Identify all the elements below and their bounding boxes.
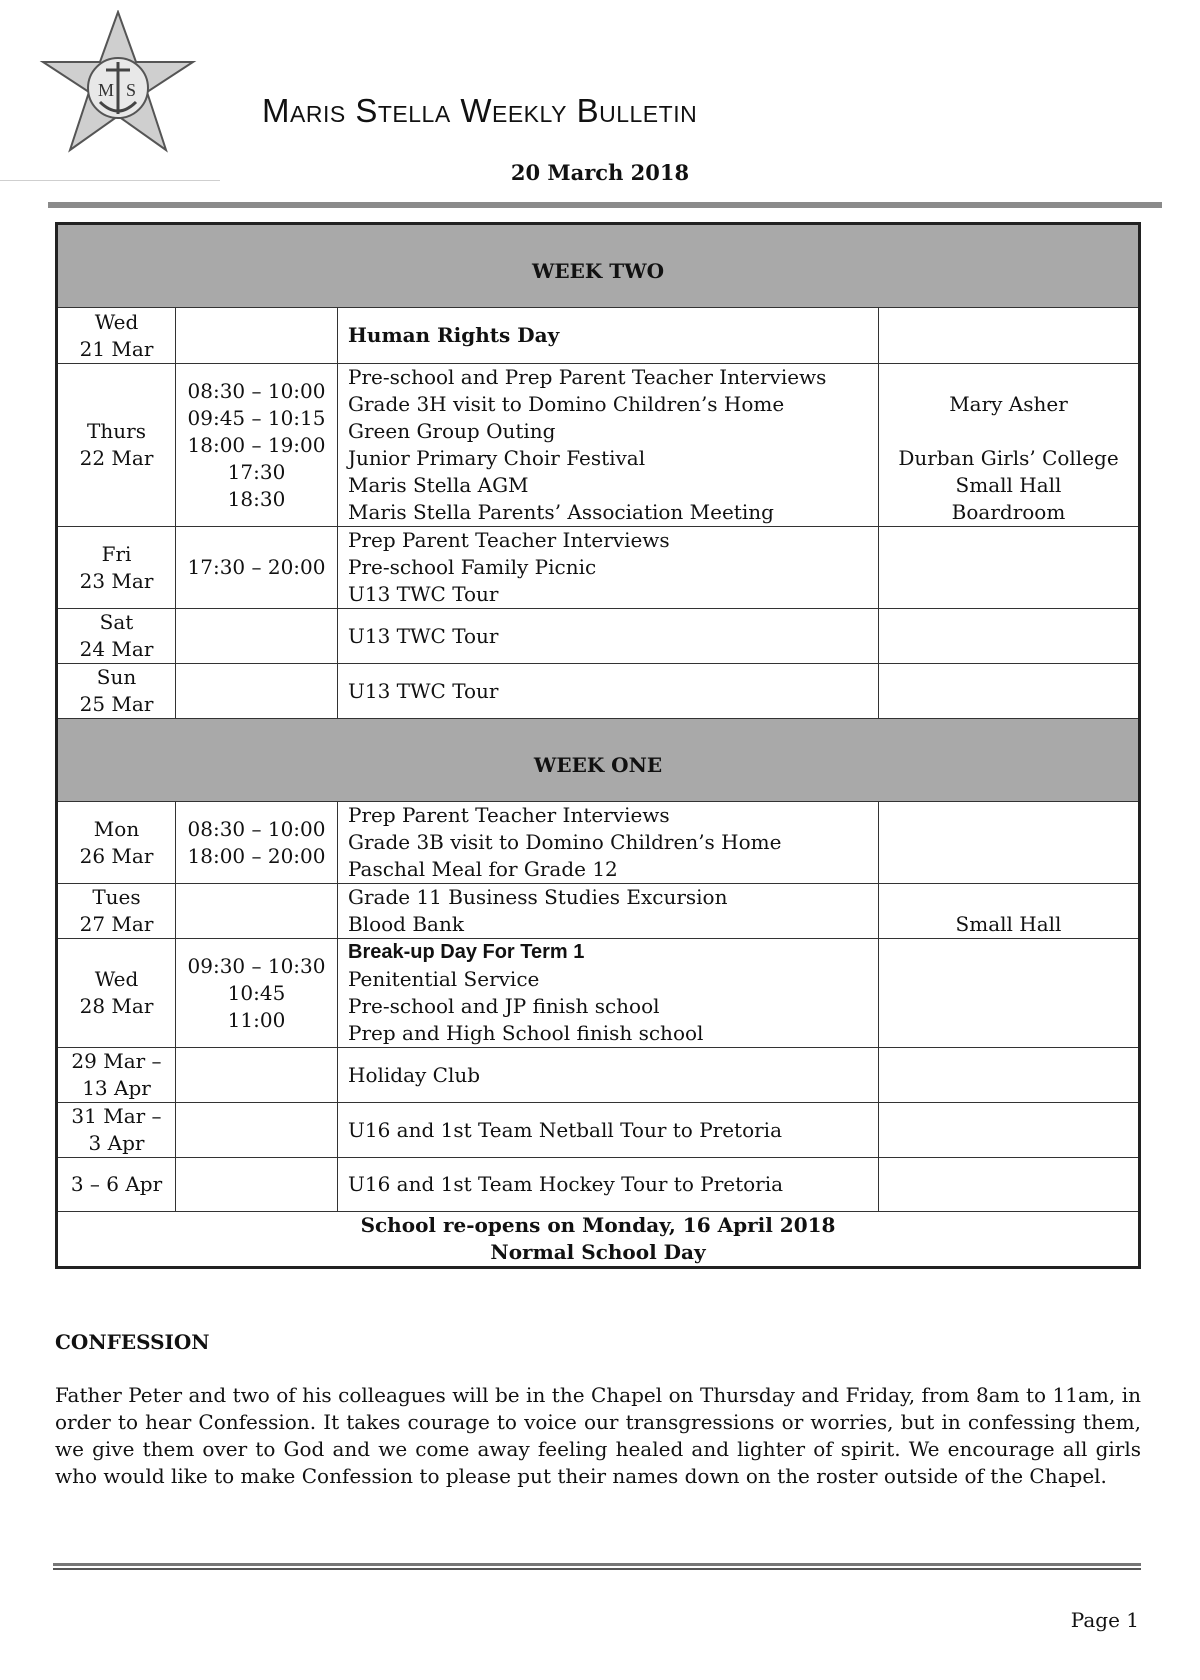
day-cell (57, 939, 176, 1048)
day-label: Wed (94, 309, 139, 334)
day-cell (57, 1048, 176, 1103)
event-label: U16 and 1st Team Netball Tour to Pretoria (348, 1117, 783, 1142)
time-cell (176, 1048, 338, 1103)
event-cell (338, 1158, 879, 1212)
event-label: Grade 3H visit to Domino Children’s Home (348, 392, 785, 416)
day-label: Tues (92, 885, 141, 909)
day-label: 25 Mar (79, 692, 154, 716)
event-cell (338, 364, 879, 527)
bulletin-date: 20 March 2018 (510, 160, 690, 185)
reopen-notice-line: Normal School Day (490, 1240, 706, 1264)
confession-heading: CONFESSION (55, 1330, 210, 1354)
day-cell (57, 802, 176, 884)
day-label: Fri (101, 541, 132, 566)
day-label: 31 Mar – (71, 1104, 162, 1128)
event-label: Grade 11 Business Studies Excursion (348, 885, 728, 909)
venue-cell (879, 884, 1140, 939)
venue-cell (879, 308, 1140, 364)
venue-label: Small Hall (955, 473, 1062, 497)
day-label: Sun (96, 665, 137, 689)
time-cell (176, 884, 338, 939)
schedule-row (57, 527, 1140, 609)
day-label: 23 Mar (79, 568, 154, 593)
reopen-notice-line: School re-opens on Monday, 16 April 2018 (360, 1213, 836, 1237)
svg-text:M: M (98, 80, 115, 100)
time-cell (176, 1158, 338, 1212)
day-label: Mon (93, 816, 140, 841)
time-cell (176, 1103, 338, 1158)
event-label: Blood Bank (348, 912, 464, 936)
footer-divider (53, 1563, 1141, 1566)
schedule-row (57, 1158, 1140, 1212)
event-label: U13 TWC Tour (348, 582, 499, 606)
day-label: 3 – 6 Apr (70, 1172, 163, 1196)
venue-cell (879, 527, 1140, 609)
time-label: 17:30 (227, 459, 286, 484)
schedule-row (57, 802, 1140, 884)
header-divider (48, 202, 1162, 208)
venue-cell (879, 1103, 1140, 1158)
schedule-row (57, 609, 1140, 664)
time-label: 18:00 – 19:00 (187, 432, 326, 457)
time-label: 18:30 (227, 486, 286, 511)
day-cell (57, 884, 176, 939)
event-label: Penitential Service (348, 967, 540, 991)
venue-label: Boardroom (951, 500, 1066, 524)
event-cell (338, 1048, 879, 1103)
event-cell (338, 527, 879, 609)
event-label: Pre-school and Prep Parent Teacher Interviews (348, 365, 827, 389)
week-label: WEEK ONE (533, 752, 663, 777)
week-label: WEEK TWO (531, 258, 665, 283)
event-label: Green Group Outing (348, 419, 556, 443)
time-label: 09:45 – 10:15 (187, 405, 326, 430)
time-cell (176, 802, 338, 884)
day-label: Wed (94, 967, 139, 991)
event-label: Paschal Meal for Grade 12 (348, 857, 618, 881)
event-label: Break-up Day For Term 1 (348, 941, 585, 963)
time-label: 10:45 (227, 980, 286, 1005)
schedule-row (57, 308, 1140, 364)
day-cell (57, 527, 176, 609)
schedule-table (55, 222, 1141, 1269)
footer-divider-secondary (53, 1568, 1141, 1570)
venue-cell (879, 664, 1140, 719)
event-label: U13 TWC Tour (348, 623, 499, 648)
week-header (57, 719, 1140, 802)
day-label: 24 Mar (79, 637, 154, 661)
venue-label: Mary Asher (949, 392, 1068, 416)
venue-cell (879, 802, 1140, 884)
event-label: Prep Parent Teacher Interviews (348, 803, 670, 827)
event-label: Human Rights Day (348, 323, 560, 347)
schedule-row (57, 1048, 1140, 1103)
event-cell (338, 802, 879, 884)
day-cell (57, 364, 176, 527)
event-cell (338, 884, 879, 939)
venue-label: Durban Girls’ College (898, 446, 1119, 470)
week-header (57, 224, 1140, 308)
event-label: U13 TWC Tour (348, 678, 499, 703)
event-label: Prep Parent Teacher Interviews (348, 528, 670, 552)
event-cell (338, 609, 879, 664)
venue-cell (879, 1048, 1140, 1103)
time-label: 11:00 (227, 1007, 286, 1032)
day-label: 13 Apr (82, 1076, 151, 1100)
venue-cell (879, 364, 1140, 527)
time-cell (176, 664, 338, 719)
day-label: Sat (99, 610, 134, 634)
venue-spacer (889, 418, 1128, 445)
svg-text:S: S (126, 80, 137, 100)
page-number: Page 1 (1070, 1608, 1139, 1632)
schedule-row (57, 884, 1140, 939)
time-label: 18:00 – 20:00 (187, 843, 326, 868)
time-cell (176, 527, 338, 609)
day-cell (57, 1158, 176, 1212)
event-cell (338, 939, 879, 1048)
time-cell (176, 939, 338, 1048)
venue-spacer (889, 884, 1128, 911)
event-label: Grade 3B visit to Domino Children’s Home (348, 830, 782, 854)
star-anchor-crest-icon (38, 10, 198, 160)
event-label: Maris Stella AGM (348, 473, 529, 497)
event-cell (338, 308, 879, 364)
reopen-notice (57, 1212, 1140, 1268)
time-label: 09:30 – 10:30 (187, 953, 326, 978)
day-label: 3 Apr (88, 1131, 145, 1155)
time-cell (176, 364, 338, 527)
day-cell (57, 664, 176, 719)
venue-cell (879, 1158, 1140, 1212)
day-label: 22 Mar (79, 446, 154, 470)
event-label: Pre-school and JP finish school (348, 994, 660, 1018)
schedule-row (57, 939, 1140, 1048)
event-label: Holiday Club (348, 1062, 481, 1087)
venue-cell (879, 609, 1140, 664)
time-cell (176, 609, 338, 664)
day-label: 29 Mar – (71, 1049, 162, 1073)
day-label: 21 Mar (79, 336, 154, 361)
day-label: 28 Mar (79, 994, 154, 1018)
bulletin-title: Maris Stella Weekly Bulletin (262, 92, 698, 129)
day-label: 27 Mar (79, 912, 154, 936)
schedule-row (57, 664, 1140, 719)
event-label: Maris Stella Parents’ Association Meeting (348, 500, 774, 524)
time-label: 08:30 – 10:00 (187, 816, 326, 841)
event-label: U16 and 1st Team Hockey Tour to Pretoria (348, 1172, 784, 1196)
venue-spacer (889, 364, 1128, 391)
event-label: Prep and High School finish school (348, 1021, 704, 1045)
time-label: 17:30 – 20:00 (187, 555, 326, 579)
event-label: Pre-school Family Picnic (348, 555, 597, 579)
day-cell (57, 1103, 176, 1158)
event-label: Junior Primary Choir Festival (348, 446, 646, 470)
schedule-row (57, 1103, 1140, 1158)
day-cell (57, 609, 176, 664)
time-label: 08:30 – 10:00 (187, 378, 326, 403)
event-cell (338, 664, 879, 719)
event-cell (338, 1103, 879, 1158)
schedule-row (57, 364, 1140, 527)
day-cell (57, 308, 176, 364)
confession-body: Father Peter and two of his colleagues will be in the Chapel on Thursday and Friday, from 8am to 11am, in order to hear Confession. It takes courage to voice our transgressions or worries, but in confessing them, we give them over to God and we come away feeling healed and lighter of spirit. We encourage all girls who would like to make Confession to please put their names down on the roster outside of the Chapel. (55, 1383, 1141, 1488)
day-label: 26 Mar (79, 843, 154, 868)
venue-cell (879, 939, 1140, 1048)
day-label: Thurs (87, 419, 146, 443)
venue-label: Small Hall (955, 912, 1062, 936)
time-cell (176, 308, 338, 364)
